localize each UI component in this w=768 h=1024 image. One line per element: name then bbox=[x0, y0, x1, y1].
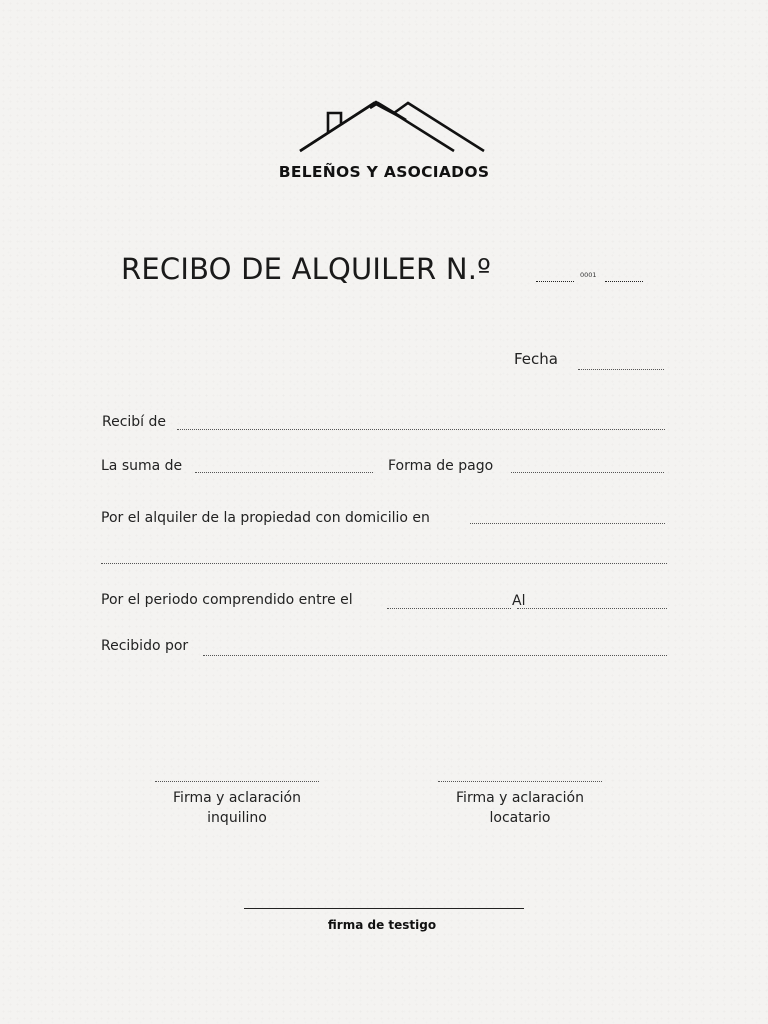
receipt-title: RECIBO DE ALQUILER N.º bbox=[121, 252, 492, 286]
fecha-label: Fecha bbox=[514, 350, 558, 368]
periodo-desde-field[interactable] bbox=[387, 608, 511, 609]
recibi-de-label: Recibí de bbox=[102, 414, 167, 430]
al-label: Al bbox=[512, 593, 526, 609]
fecha-field[interactable] bbox=[578, 369, 664, 370]
domicilio-field-continued[interactable] bbox=[101, 563, 667, 564]
alquiler-label: Por el alquiler de la propiedad con domicilio en bbox=[101, 510, 430, 526]
receipt-number-line-right[interactable] bbox=[605, 281, 643, 282]
firma-locatario-line1: Firma y aclaración bbox=[456, 790, 584, 806]
firma-testigo-caption: firma de testigo bbox=[327, 918, 437, 932]
receipt-number: 0001 bbox=[580, 271, 597, 279]
recibi-de-field[interactable] bbox=[177, 429, 665, 430]
company-name: BELEÑOS Y ASOCIADOS bbox=[278, 163, 490, 181]
forma-pago-field[interactable] bbox=[511, 472, 664, 473]
recibido-por-label: Recibido por bbox=[101, 638, 189, 654]
house-roof-icon bbox=[296, 96, 488, 156]
suma-label: La suma de bbox=[101, 458, 183, 474]
firma-inquilino-caption bbox=[137, 788, 337, 828]
firma-locatario-line[interactable] bbox=[438, 781, 602, 782]
firma-locatario-line2: locatario bbox=[489, 810, 551, 826]
domicilio-field[interactable] bbox=[470, 523, 665, 524]
firma-inquilino-line1: Firma y aclaración bbox=[173, 790, 301, 806]
recibido-por-field[interactable] bbox=[203, 655, 667, 656]
periodo-hasta-field[interactable] bbox=[517, 608, 667, 609]
forma-pago-label: Forma de pago bbox=[388, 458, 494, 474]
firma-locatario-caption bbox=[420, 788, 620, 828]
firma-inquilino-line2: inquilino bbox=[207, 810, 267, 826]
firma-inquilino-line[interactable] bbox=[155, 781, 319, 782]
suma-field[interactable] bbox=[195, 472, 373, 473]
periodo-label: Por el periodo comprendido entre el bbox=[101, 592, 353, 608]
receipt-number-line-left[interactable] bbox=[536, 281, 574, 282]
firma-testigo-line[interactable] bbox=[244, 908, 524, 909]
